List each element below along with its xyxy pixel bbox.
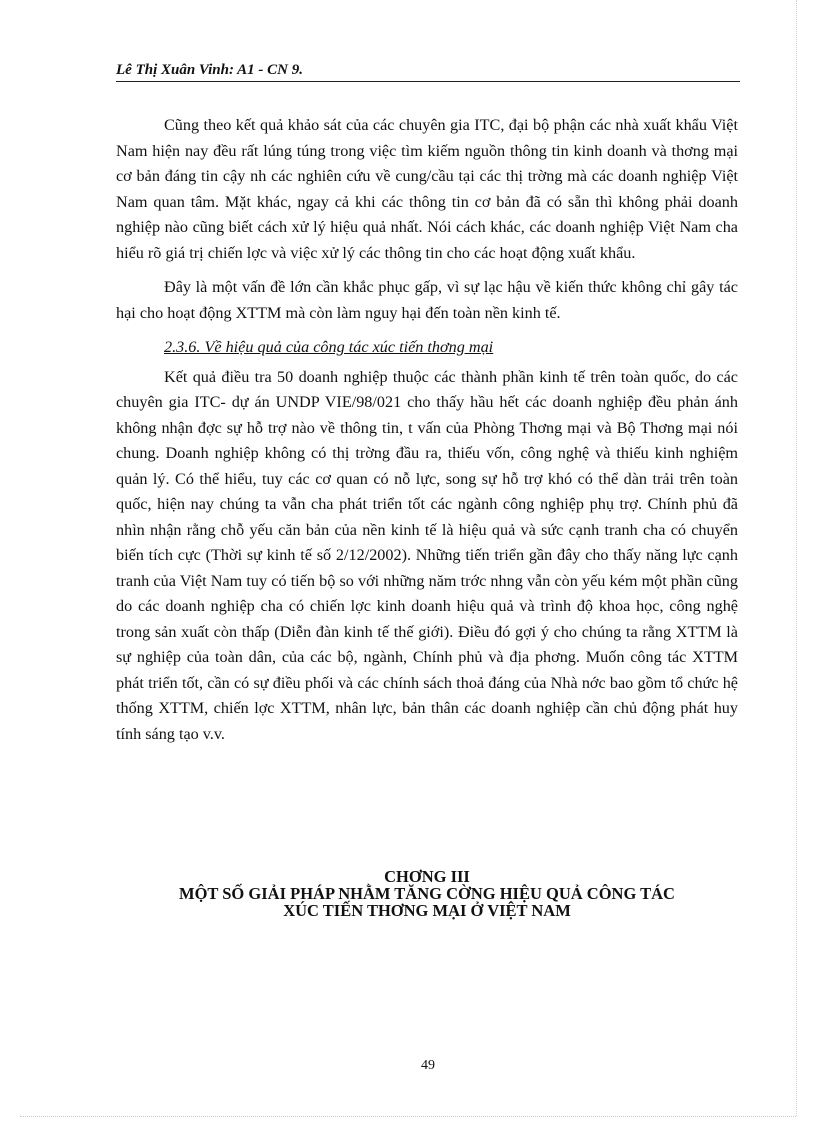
chapter-title-line-1: MỘT SỐ GIẢI PHÁP NHẰM TĂNG CỜNG HIỆU QUẢ CÔNG TÁC — [179, 884, 675, 903]
page-border-right — [796, 0, 797, 1116]
paragraph-1: Cũng theo kết quả khảo sát của các chuyên gia ITC, đại bộ phận các nhà xuất khẩu Việt Nam hiện nay đều rất lúng túng trong việc tìm kiếm nguồn thông tin kinh doanh và thơng mại cơ bản đáng tin cậy nh các nghiên cứu về cung/cầu tại các thị trờng mà các doanh nghiệp Việt Nam quan tâm. Mặt khác, ngay cả khi các thông tin cơ bản đã có sẵn thì không phải doanh nghiệp nào cũng biết cách xử lý hiệu quả nhất. Nói cách khác, các doanh nghiệp Việt Nam cha hiểu rõ giá trị chiến lợc và việc xử lý các thông tin cho các hoạt động xuất khẩu. — [116, 116, 738, 262]
body-content — [116, 113, 738, 756]
page-border-bottom — [20, 1116, 796, 1117]
page-header — [116, 60, 740, 82]
author-header-text: Lê Thị Xuân Vinh: A1 - CN 9. — [116, 62, 303, 78]
section-subheading: 2.3.6. Về hiệu quả của công tác xúc tiến thơng mại — [164, 338, 494, 356]
chapter-title-line-2: XÚC TIẾN THƠNG MẠI Ở VIỆT NAM — [283, 901, 571, 920]
paragraph-2: Đây là một vấn đề lớn cần khắc phục gấp, vì sự lạc hậu về kiến thức không chỉ gây tác hại cho hoạt động XTTM mà còn làm nguy hại đến toàn nền kinh tế. — [116, 278, 738, 322]
chapter-heading — [116, 868, 738, 919]
page-number: 49 — [421, 1058, 435, 1073]
paragraph-3: Kết quả điều tra 50 doanh nghiệp thuộc các thành phần kinh tế trên toàn quốc, do các chuyên gia ITC- dự án UNDP VIE/98/021 cho thấy hầu hết các doanh nghiệp đều phản ánh không nhận đợc sự hỗ trợ nào về thông tin, t vấn của Phòng Thơng mại và Bộ Thơng mại nói chung. Doanh nghiệp không có thị trờng đầu ra, thiếu vốn, công nghệ và thiếu kinh nghiệm quản lý. Có thể hiểu, tuy các cơ quan có nỗ lực, song sự hỗ trợ khó có thể dàn trải trên toàn quốc, hiện nay chúng ta vẫn cha phát triển tốt các ngành công nghiệp phụ trợ. Chính phủ đã nhìn nhận rằng chỗ yếu căn bản của nền kinh tế là hiệu quả và sức cạnh tranh cha có chuyển biến tích cực (Thời sự kinh tế số 2/12/2002). Những tiến triển gần đây cho thấy năng lực cạnh tranh của Việt Nam tuy có tiến bộ so với những năm trớc nhng vẫn còn yếu kém một phần cũng do các doanh nghiệp cha có chiến lợc kinh doanh hiệu quả và trình độ khoa học, công nghệ trong sản xuất còn thấp (Diễn đàn kinh tế thế giới). Điều đó gợi ý cho chúng ta rằng XTTM là sự nghiệp của toàn dân, của các bộ, ngành, Chính phủ và địa phơng. Muốn công tác XTTM phát triển tốt, cần có sự điều phối và các chính sách thoả đáng của Nhà nớc bao gồm tổ chức hệ thống XTTM, chiến lợc XTTM, nhân lực, bản thân các doanh nghiệp cần chủ động phát huy tính sáng tạo v.v. — [116, 367, 738, 743]
chapter-number: CHƠNG III — [384, 867, 470, 886]
